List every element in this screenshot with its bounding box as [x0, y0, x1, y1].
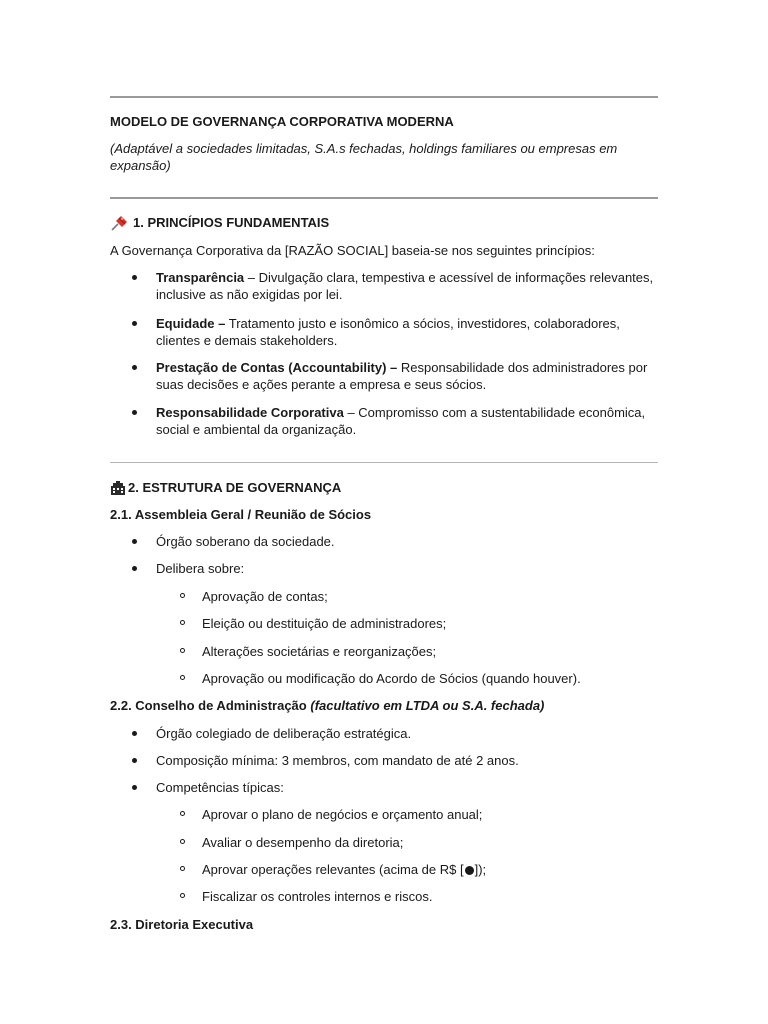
sub-list-item [110, 888, 658, 905]
bullet-dot [132, 785, 137, 790]
sub-list-item-text: Alterações societárias e reorganizações; [202, 644, 437, 659]
list-item [110, 779, 658, 796]
sub-list-item-text [202, 861, 658, 878]
bullet-dot [132, 566, 137, 571]
section-1-heading [110, 214, 658, 231]
circle-bullet [180, 648, 185, 653]
section-2-title: 2. ESTRUTURA DE GOVERNANÇA [128, 480, 342, 495]
list-item [110, 752, 658, 769]
bullet-dot [132, 365, 137, 370]
principle-term: Prestação de Contas (Accountability) – [156, 360, 398, 375]
list-item-text: Delibera sobre: [156, 561, 245, 576]
list-item-text: Órgão colegiado de deliberação estratégica. [156, 726, 412, 741]
list-item [110, 725, 658, 742]
circle-bullet [180, 675, 185, 680]
pushpin-icon [110, 215, 128, 231]
principle-description: Tratamento justo e isonômico a sócios, investidores, colaboradores, clientes e demais stakeholders. [156, 316, 620, 348]
bullet-dot [132, 539, 137, 544]
circle-bullet [180, 893, 185, 898]
sub-list-item-text: Aprovação ou modificação do Acordo de Sócios (quando houver). [202, 671, 581, 686]
sub-list-item-text: Avaliar o desempenho da diretoria; [202, 835, 404, 850]
subsection-2-2-title: 2.2. Conselho de Administração [110, 698, 307, 713]
bullet-dot [132, 275, 137, 280]
list-item-text: Órgão soberano da sociedade. [156, 534, 335, 549]
sub-list-item [110, 670, 658, 687]
section-divider-1 [110, 197, 658, 199]
sub-list-item [110, 615, 658, 632]
document-title: MODELO DE GOVERNANÇA CORPORATIVA MODERNA [110, 114, 454, 129]
bullet-dot [132, 321, 137, 326]
list-item [110, 315, 658, 349]
bullet-dot [132, 758, 137, 763]
sub-list-item [110, 861, 658, 878]
subsection-2-2-note: (facultativo em LTDA ou S.A. fechada) [310, 698, 545, 713]
principle-term: Responsabilidade Corporativa [156, 405, 344, 420]
section-divider-2 [110, 462, 658, 463]
amount-text-before: Aprovar operações relevantes (acima de R$ [ [202, 862, 464, 877]
subsection-2-2-heading [110, 697, 658, 714]
top-divider [110, 96, 658, 98]
placeholder-dot-icon [465, 866, 474, 875]
document-subtitle: (Adaptável a sociedades limitadas, S.A.s fechadas, holdings familiares ou empresas em expansão) [110, 141, 618, 173]
subsection-2-3-heading: 2.3. Diretoria Executiva [110, 917, 254, 932]
sub-list-item [110, 834, 658, 851]
list-item [110, 269, 658, 303]
sub-list-item-text: Fiscalizar os controles internos e riscos. [202, 889, 433, 904]
circle-bullet [180, 811, 185, 816]
circle-bullet [180, 620, 185, 625]
sub-list-item-text: Aprovação de contas; [202, 589, 328, 604]
amount-text-after: ]); [474, 862, 487, 877]
list-item [110, 359, 658, 393]
circle-bullet [180, 839, 185, 844]
list-item-text: Competências típicas: [156, 780, 284, 795]
sub-list-item [110, 806, 658, 823]
sub-list-item-text: Aprovar o plano de negócios e orçamento anual; [202, 807, 483, 822]
list-item [110, 404, 658, 438]
sub-list-item-text: Eleição ou destituição de administradores; [202, 616, 447, 631]
sub-list-item [110, 643, 658, 660]
subsection-2-1-heading: 2.1. Assembleia Geral / Reunião de Sócios [110, 507, 372, 522]
sub-list-item [110, 588, 658, 605]
section-2-heading [110, 479, 658, 496]
principle-term: Transparência [156, 270, 245, 285]
circle-bullet [180, 866, 185, 871]
office-building-icon [110, 480, 126, 496]
bullet-dot [132, 731, 137, 736]
list-item [110, 560, 658, 577]
principle-term: Equidade – [156, 316, 226, 331]
section-1-title: 1. PRINCÍPIOS FUNDAMENTAIS [133, 215, 330, 230]
principle-description: – Divulgação clara, tempestiva e acessível de informações relevantes, inclusive as não exigidas por lei. [156, 270, 654, 302]
bullet-dot [132, 410, 137, 415]
list-item [110, 533, 658, 550]
principle-description: Responsabilidade dos administradores por suas decisões e ações perante a empresa e seus sócios. [156, 360, 648, 392]
principle-description: – Compromisso com a sustentabilidade econômica, social e ambiental da organização. [156, 405, 646, 437]
circle-bullet [180, 593, 185, 598]
section-1-intro: A Governança Corporativa da [RAZÃO SOCIAL] baseia-se nos seguintes princípios: [110, 243, 595, 258]
list-item-text: Composição mínima: 3 membros, com mandato de até 2 anos. [156, 753, 519, 768]
